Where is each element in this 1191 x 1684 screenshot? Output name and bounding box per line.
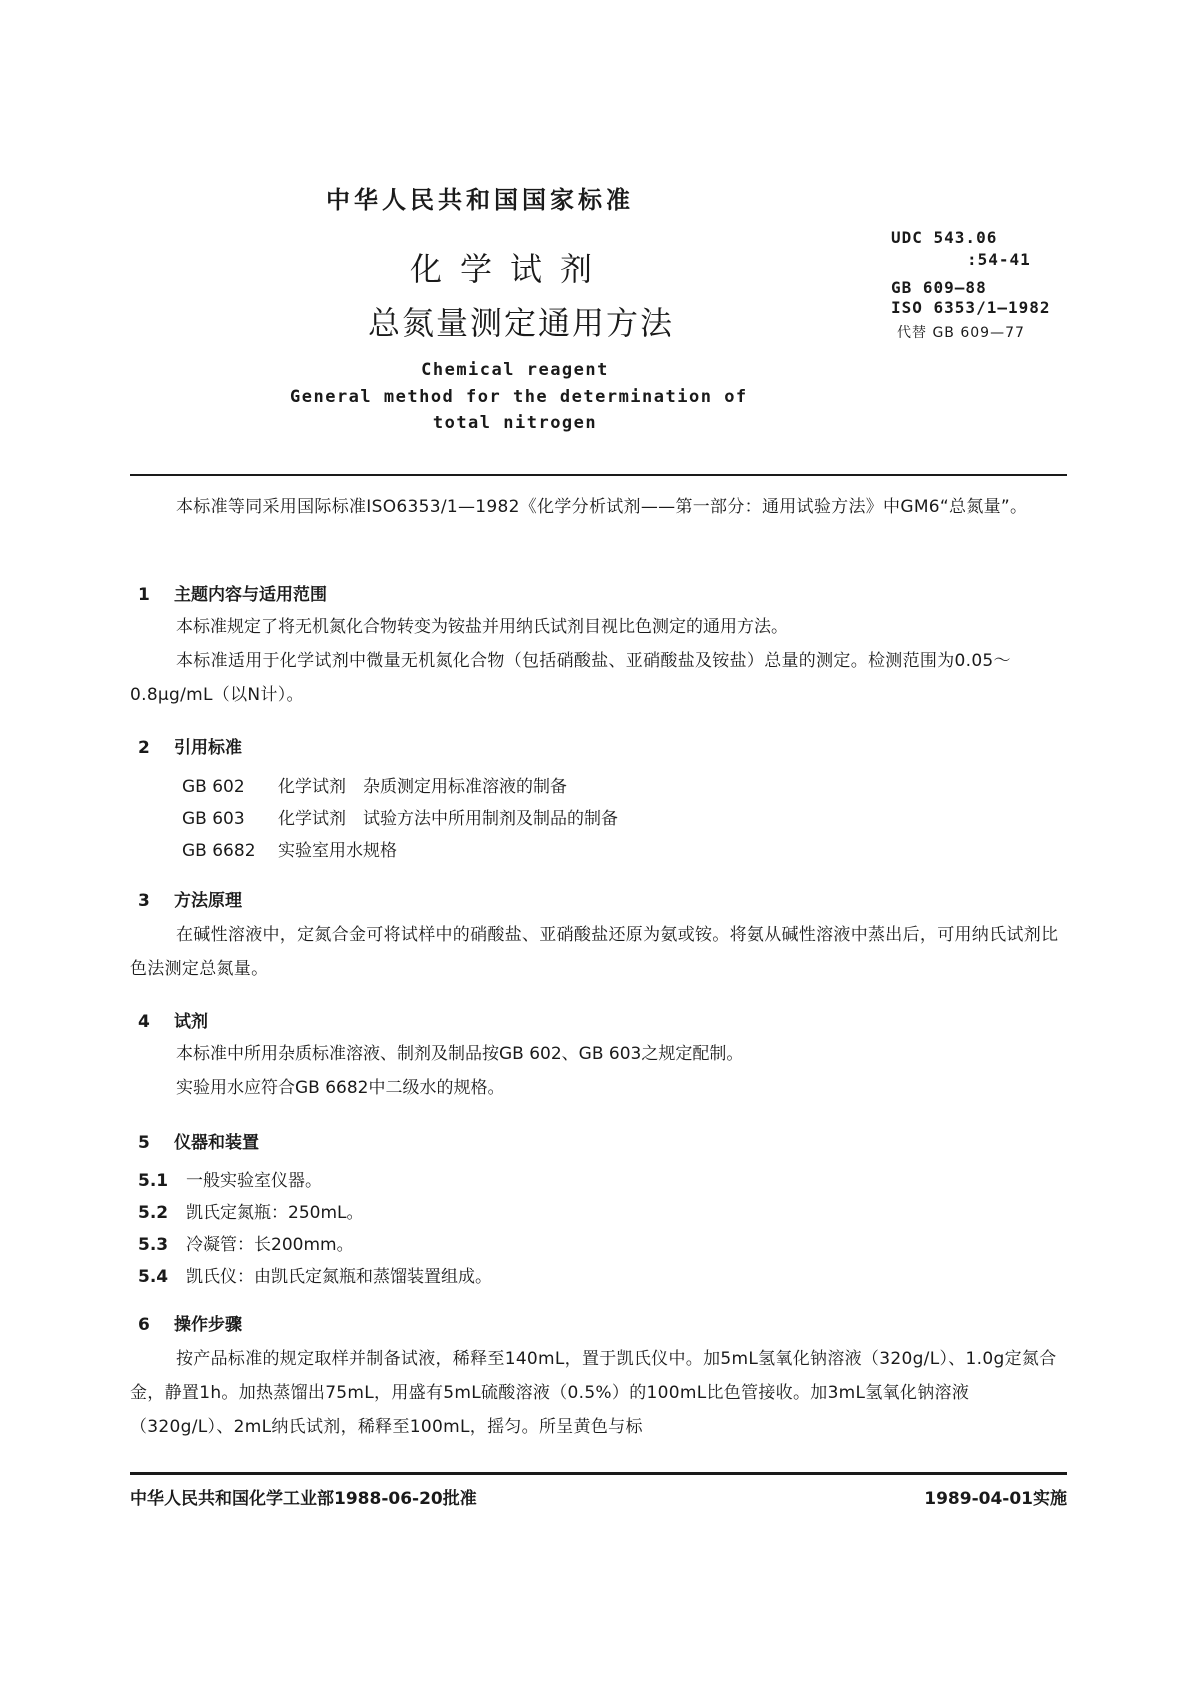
section-number: 3 bbox=[138, 891, 150, 911]
section-3-paragraph: 在碱性溶液中，定氮合金可将试样中的硝酸盐、亚硝酸盐还原为氨或铵。将氨从碱性溶液中蒸出后，可用纳氏试剂比色法测定总氮量。 bbox=[130, 925, 1059, 979]
section-4-paragraph-1: 本标准中所用杂质标准溶液、制剂及制品按GB 602、GB 603之规定配制。 bbox=[176, 1044, 744, 1064]
intro-paragraph: 本标准等同采用国际标准ISO6353/1—1982《化学分析试剂——第一部分：通用试验方法》中GM6“总氮量”。 bbox=[176, 497, 1028, 517]
udc-code-suffix: :54-41 bbox=[967, 250, 1031, 269]
section-number: 2 bbox=[138, 738, 150, 758]
section-number: 4 bbox=[138, 1012, 150, 1032]
reference-text: 化学试剂 杂质测定用标准溶液的制备 bbox=[278, 777, 567, 797]
chinese-title-line2: 总氮量测定通用方法 bbox=[368, 304, 675, 342]
reference-text: 实验室用水规格 bbox=[278, 841, 397, 861]
section-title: 试剂 bbox=[174, 1012, 208, 1032]
section-title: 仪器和装置 bbox=[174, 1133, 259, 1153]
item-number: 5.1 bbox=[138, 1171, 169, 1191]
section-title: 操作步骤 bbox=[174, 1315, 242, 1335]
section-4-heading bbox=[138, 1007, 208, 1032]
item-text: 一般实验室仪器。 bbox=[186, 1171, 322, 1191]
header-divider bbox=[130, 474, 1067, 476]
udc-code: UDC 543.06 bbox=[891, 228, 998, 247]
section-title: 方法原理 bbox=[174, 891, 242, 911]
item-number: 5.2 bbox=[138, 1203, 169, 1223]
item-number: 5.3 bbox=[138, 1235, 169, 1255]
reference-text: 化学试剂 试验方法中所用制剂及制品的制备 bbox=[278, 809, 618, 829]
apparatus-item bbox=[138, 1262, 492, 1287]
english-title-line2: General method for the determination of bbox=[290, 387, 748, 407]
apparatus-item bbox=[138, 1166, 322, 1191]
apparatus-item bbox=[138, 1198, 363, 1223]
section-4-paragraph-2: 实验用水应符合GB 6682中二级水的规格。 bbox=[176, 1078, 505, 1098]
replaces-standard: 代替 GB 609—77 bbox=[897, 325, 1025, 341]
section-number: 6 bbox=[138, 1315, 150, 1335]
section-1-paragraph-2: 本标准适用于化学试剂中微量无机氮化合物（包括硝酸盐、亚硝酸盐及铵盐）总量的测定。检测范围为0.05～0.8μg/mL（以N计）。 bbox=[130, 651, 1011, 705]
section-3-heading bbox=[138, 886, 242, 911]
gb-number: GB 609—88 bbox=[891, 278, 987, 297]
section-title: 主题内容与适用范围 bbox=[174, 585, 327, 605]
english-title-line1: Chemical reagent bbox=[421, 360, 609, 380]
section-number: 5 bbox=[138, 1133, 150, 1153]
reference-code: GB 602 bbox=[182, 777, 245, 797]
item-text: 凯氏定氮瓶：250mL。 bbox=[186, 1203, 364, 1223]
item-number: 5.4 bbox=[138, 1267, 169, 1287]
section-1-heading bbox=[138, 580, 327, 605]
reference-code: GB 6682 bbox=[182, 841, 256, 861]
english-title-line3: total nitrogen bbox=[432, 413, 598, 433]
national-standard-heading: 中华人民共和国国家标准 bbox=[326, 186, 634, 214]
reference-row bbox=[182, 804, 618, 829]
chinese-title-line1: 化学试剂 bbox=[410, 250, 611, 288]
item-text: 冷凝管：长200mm。 bbox=[186, 1235, 354, 1255]
section-number: 1 bbox=[138, 585, 150, 605]
reference-row bbox=[182, 772, 567, 797]
reference-code: GB 603 bbox=[182, 809, 245, 829]
reference-row bbox=[182, 836, 397, 861]
apparatus-item bbox=[138, 1230, 354, 1255]
section-2-heading bbox=[138, 733, 242, 758]
section-1-paragraph-1: 本标准规定了将无机氮化合物转变为铵盐并用纳氏试剂目视比色测定的通用方法。 bbox=[176, 617, 788, 637]
section-6-heading bbox=[138, 1310, 242, 1335]
footer-divider bbox=[130, 1472, 1067, 1475]
effective-date: 1989-04-01实施 bbox=[924, 1489, 1067, 1509]
section-5-heading bbox=[138, 1128, 259, 1153]
item-text: 凯氏仪：由凯氏定氮瓶和蒸馏装置组成。 bbox=[186, 1267, 492, 1287]
section-6-paragraph: 按产品标准的规定取样并制备试液，稀释至140mL，置于凯氏仪中。加5mL氢氧化钠溶液（320g/L）、1.0g定氮合金，静置1h。加热蒸馏出75mL，用盛有5mL硫酸溶液（0.5%）的100mL比色管接收。加3mL氢氧化钠溶液（320g/L）、2mL纳氏试剂，稀释至100mL，摇匀。所呈黄色与标 bbox=[130, 1349, 1057, 1437]
iso-number: ISO 6353/1—1982 bbox=[891, 298, 1051, 317]
section-title: 引用标准 bbox=[174, 738, 242, 758]
approval-line: 中华人民共和国化学工业部1988-06-20批准 bbox=[130, 1489, 477, 1509]
